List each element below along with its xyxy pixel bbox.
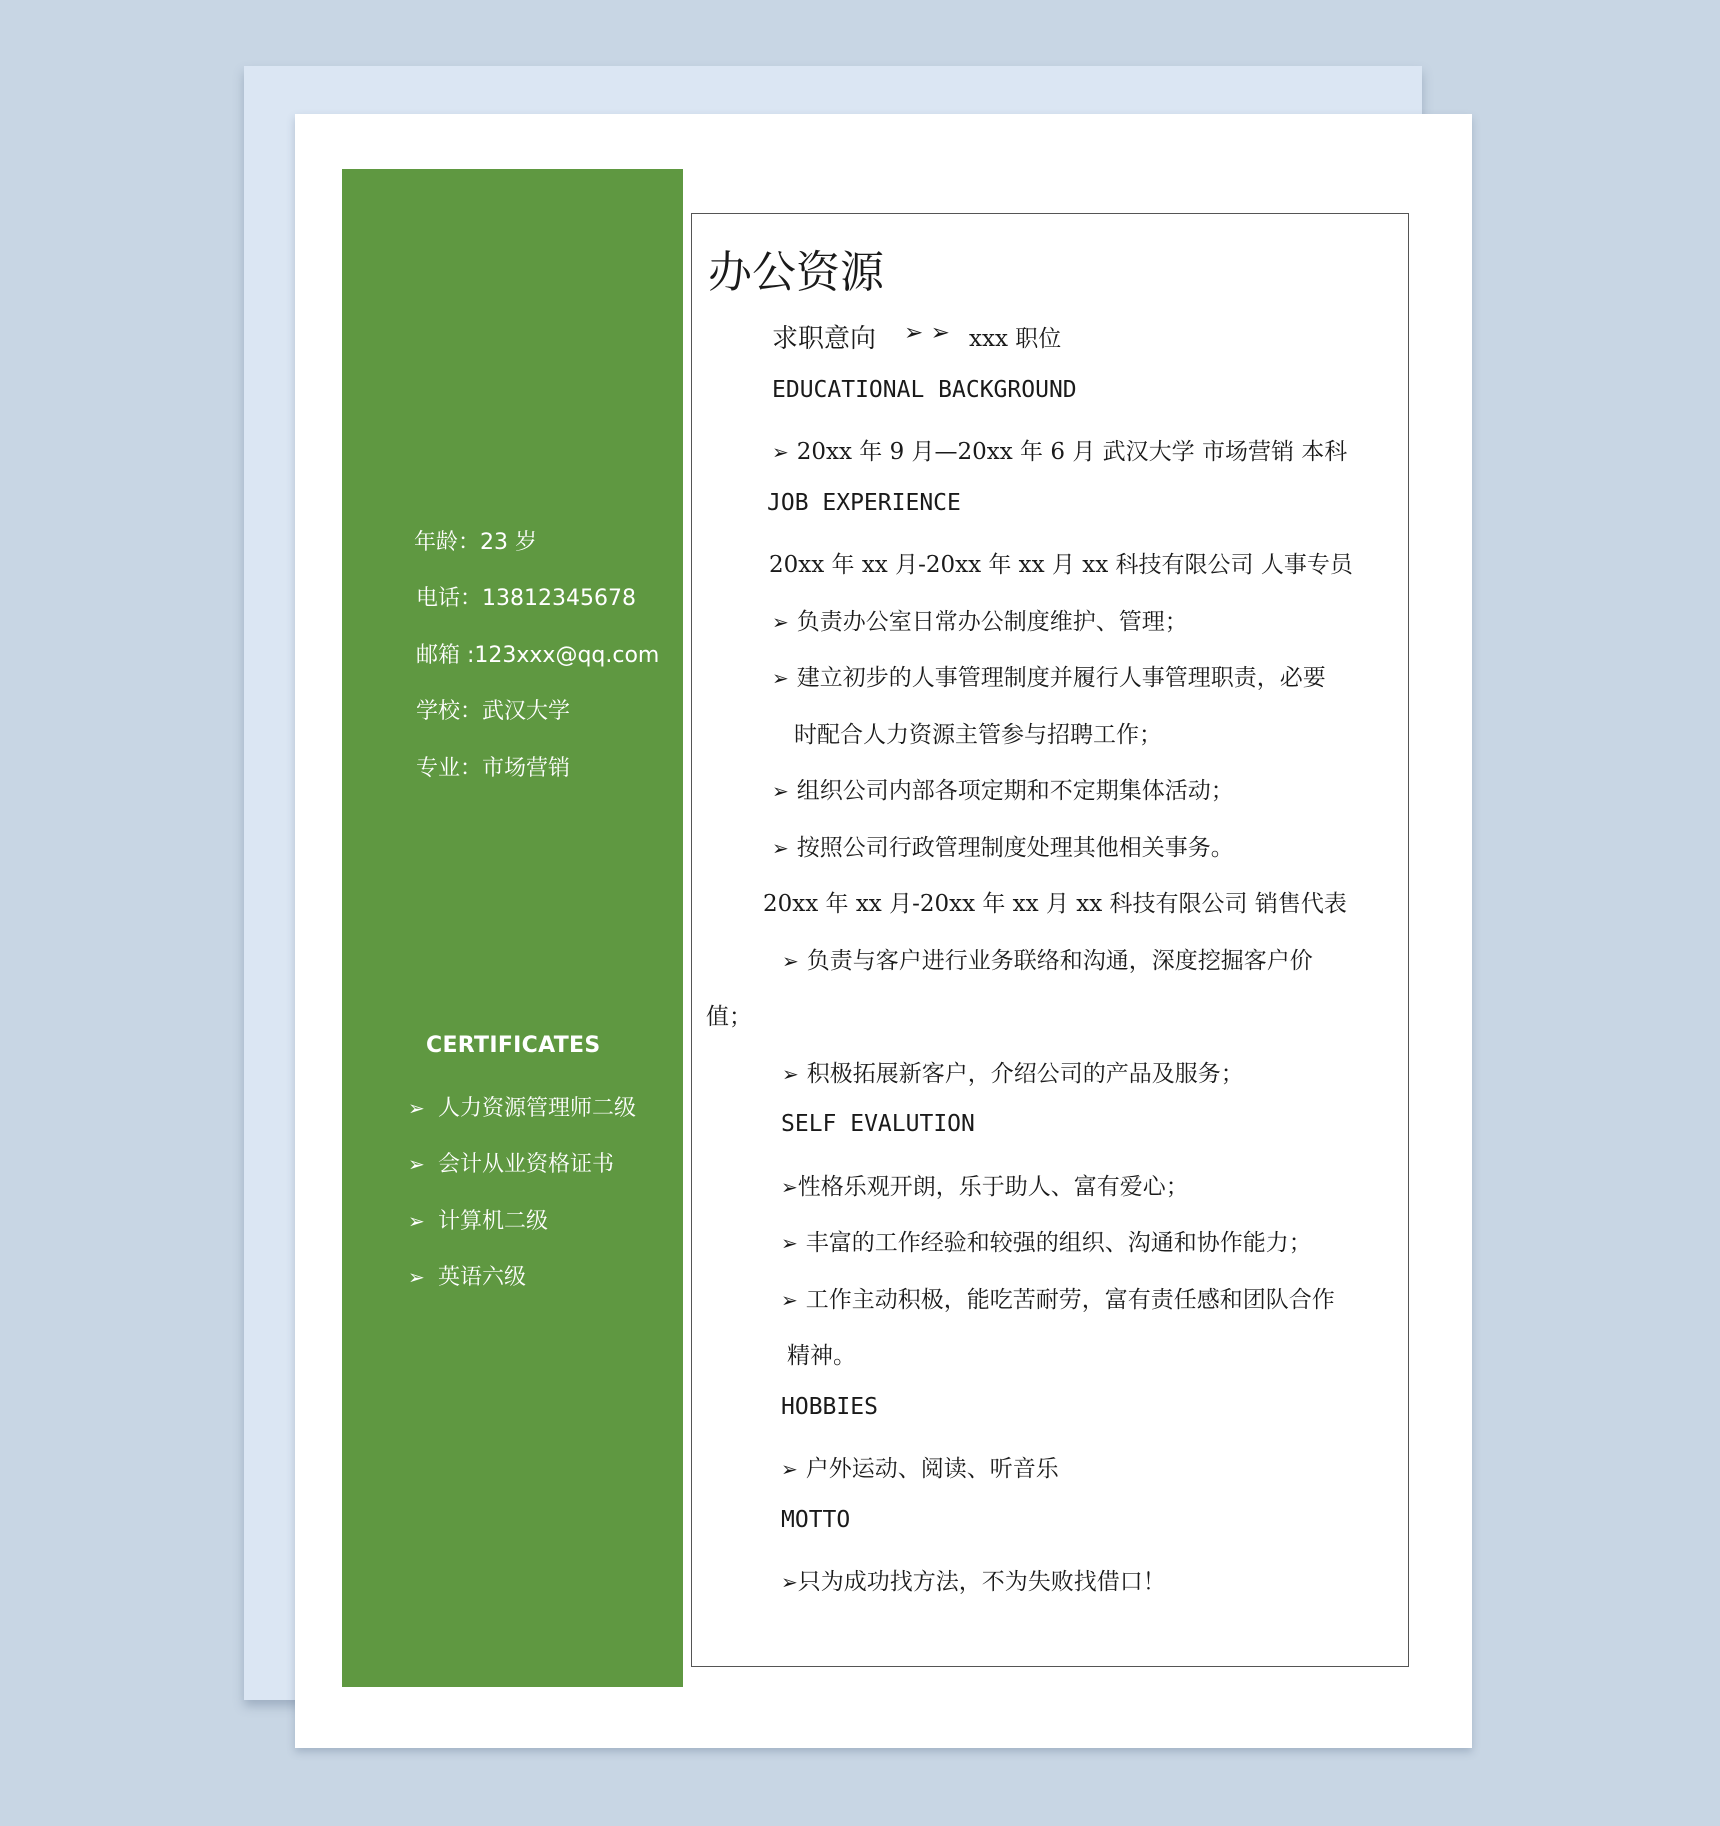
sidebar — [342, 169, 683, 1687]
list-item: ➢ 丰富的工作经验和较强的组织、沟通和协作能力； — [781, 1230, 1312, 1256]
list-item: ➢ 按照公司行政管理制度处理其他相关事务。 — [772, 835, 1234, 861]
education-heading: EDUCATIONAL BACKGROUND — [772, 377, 1077, 403]
list-item: ➢性格乐观开朗，乐于助人、富有爱心； — [781, 1174, 1189, 1200]
motto-heading: MOTTO — [781, 1507, 851, 1533]
arrow-bullet-icon: ➢ — [781, 1175, 798, 1199]
certificate-item: ➢ 会计从业资格证书 — [408, 1152, 615, 1177]
hobbies-heading: HOBBIES — [781, 1394, 878, 1420]
arrow-bullet-icon: ➢ — [781, 1570, 798, 1594]
resume-content — [691, 213, 1409, 1667]
arrow-bullet-icon: ➢ — [781, 1457, 798, 1481]
certificate-item: ➢ 计算机二级 — [408, 1209, 549, 1234]
arrow-bullet-icon: ➢ — [772, 440, 789, 464]
list-item-continuation: 精神。 — [787, 1343, 856, 1369]
education-entry: ➢ 20xx 年 9 月—20xx 年 6 月 武汉大学 市场营销 本科 — [772, 439, 1348, 465]
arrow-bullet-icon: ➢ — [772, 779, 789, 803]
list-item: ➢ 户外运动、阅读、听音乐 — [781, 1456, 1059, 1482]
arrow-bullet-icon: ➢ — [408, 1096, 425, 1120]
job-header: 20xx 年 xx 月-20xx 年 xx 月 xx 科技有限公司 人事专员 — [769, 552, 1353, 578]
list-item: ➢ 积极拓展新客户，介绍公司的产品及服务； — [782, 1061, 1244, 1087]
job-intention-value: xxx 职位 — [969, 326, 1062, 352]
info-phone: 电话：13812345678 — [416, 586, 636, 611]
arrow-bullet-icon: ➢ — [772, 836, 789, 860]
list-item: ➢ 负责办公室日常办公制度维护、管理； — [772, 609, 1188, 635]
info-email: 邮箱 :123xxx@qq.com — [416, 643, 660, 668]
arrow-bullet-icon: ➢ — [782, 1062, 799, 1086]
experience-heading: JOB EXPERIENCE — [767, 490, 961, 516]
certificate-item: ➢ 人力资源管理师二级 — [408, 1096, 637, 1121]
certificates-heading: CERTIFICATES — [426, 1033, 601, 1058]
arrow-bullet-icon: ➢ — [772, 610, 789, 634]
job-intention-label: 求职意向 — [772, 324, 877, 354]
job-header: 20xx 年 xx 月-20xx 年 xx 月 xx 科技有限公司 销售代表 — [763, 891, 1347, 917]
arrow-bullet-icon: ➢ — [408, 1152, 425, 1176]
arrow-bullet-icon: ➢ — [408, 1265, 425, 1289]
self-evaluation-heading: SELF EVALUTION — [781, 1111, 975, 1137]
info-major: 专业：市场营销 — [416, 756, 571, 781]
list-item-continuation: 值； — [706, 1004, 752, 1030]
arrow-bullet-icon: ➢ ➢ — [904, 320, 950, 346]
info-school: 学校：武汉大学 — [416, 699, 571, 724]
list-item: ➢ 组织公司内部各项定期和不定期集体活动； — [772, 778, 1234, 804]
info-age: 年龄：23 岁 — [414, 530, 537, 555]
arrow-bullet-icon: ➢ — [782, 949, 799, 973]
list-item: ➢ 工作主动积极，能吃苦耐劳，富有责任感和团队合作 — [781, 1287, 1335, 1313]
arrow-bullet-icon: ➢ — [772, 666, 789, 690]
list-item: ➢只为成功找方法，不为失败找借口！ — [781, 1569, 1166, 1595]
arrow-bullet-icon: ➢ — [781, 1231, 798, 1255]
list-item: ➢ 负责与客户进行业务联络和沟通，深度挖掘客户价 — [782, 948, 1313, 974]
list-item: ➢ 建立初步的人事管理制度并履行人事管理职责，必要 — [772, 665, 1326, 691]
resume-title: 办公资源 — [708, 247, 884, 298]
arrow-bullet-icon: ➢ — [408, 1209, 425, 1233]
certificate-item: ➢ 英语六级 — [408, 1265, 527, 1290]
arrow-bullet-icon: ➢ — [781, 1288, 798, 1312]
list-item-continuation: 时配合人力资源主管参与招聘工作； — [794, 722, 1162, 748]
